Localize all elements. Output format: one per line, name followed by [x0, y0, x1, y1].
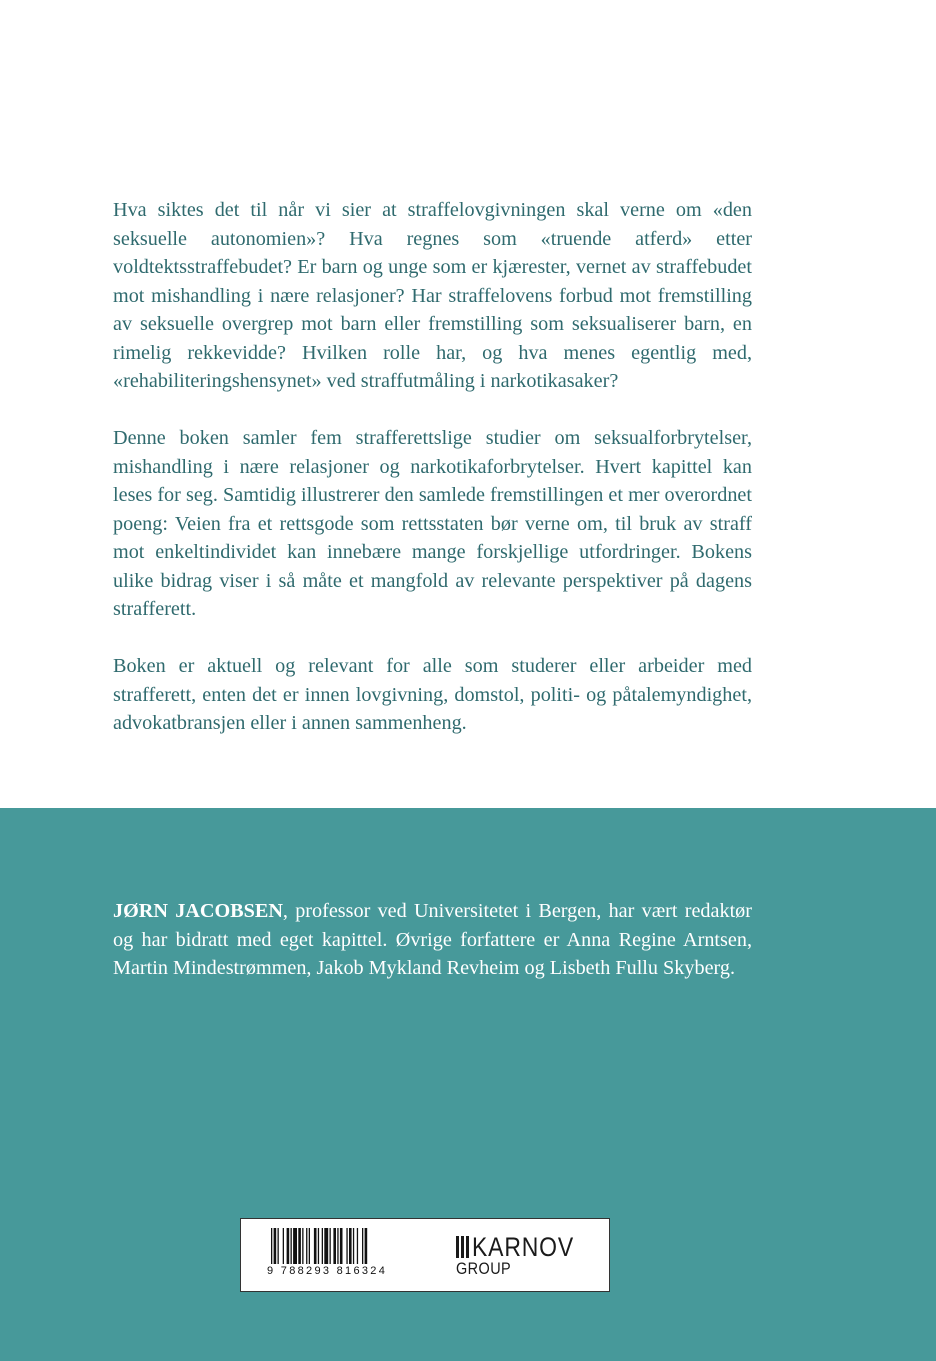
publisher-name: KARNOV	[472, 1232, 575, 1262]
publisher-subtitle: GROUP	[456, 1259, 512, 1278]
author-name: JØRN JACOBSEN	[113, 900, 283, 922]
blurb-text	[113, 196, 752, 766]
author-panel	[0, 808, 936, 1361]
blurb-paragraph-2: Denne boken samler fem strafferettslige studier om seksualforbrytelser, mishandling i nære relasjoner og narkotikaforbrytelser. Hvert kapittel kan leses for seg. Samtidig illustrerer den samlede fremstillingen et mer overordnet poeng: Veien fra et rettsgode som rettsstaten bør verne om, til bruk av straff mot enkeltindividet kan innebære mange forskjellige utfordringer. Bokens ulike bidrag viser i så måte et mangfold av relevante perspektiver på dagens strafferett.	[113, 427, 752, 620]
isbn-number: 9 788293 816324	[267, 1265, 388, 1277]
karnov-bars-icon	[456, 1236, 472, 1258]
blurb-paragraph-1: Hva siktes det til når vi sier at straffelovgivningen skal verne om «den seksuelle autonomien»? Hva regnes som «truende atferd» etter voldtektsstraffebudet? Er barn og unge som er kjærester, vernet av straffebudet mot mishandling i nære relasjoner? Har straffelovens forbud mot fremstilling av seksuelle overgrep mot barn eller fremstilling som seksualiserer barn, en rimelig rekkevidde? Hvilken rolle har, og hva menes egentlig med, «rehabiliteringshensynet» ved straffutmåling i narkotikasaker?	[113, 199, 752, 392]
blurb-paragraph-3: Boken er aktuell og relevant for alle som studerer eller arbeider med strafferett, enten det er innen lovgivning, domstol, politi- og påtalemyndighet, advokatbransjen eller i annen sammenheng.	[113, 655, 752, 734]
publisher-logo	[456, 1233, 592, 1277]
author-bio-text: , professor ved Universitetet i Bergen, har vært redaktør og har bidratt med eget kapittel. Øvrige forfattere er Anna Regine Arntsen, Martin Mindestrømmen, Jakob Mykland Revheim og Lisbeth Fullu Skyberg.	[113, 900, 752, 979]
barcode-box	[240, 1218, 610, 1292]
author-bio	[113, 897, 752, 983]
